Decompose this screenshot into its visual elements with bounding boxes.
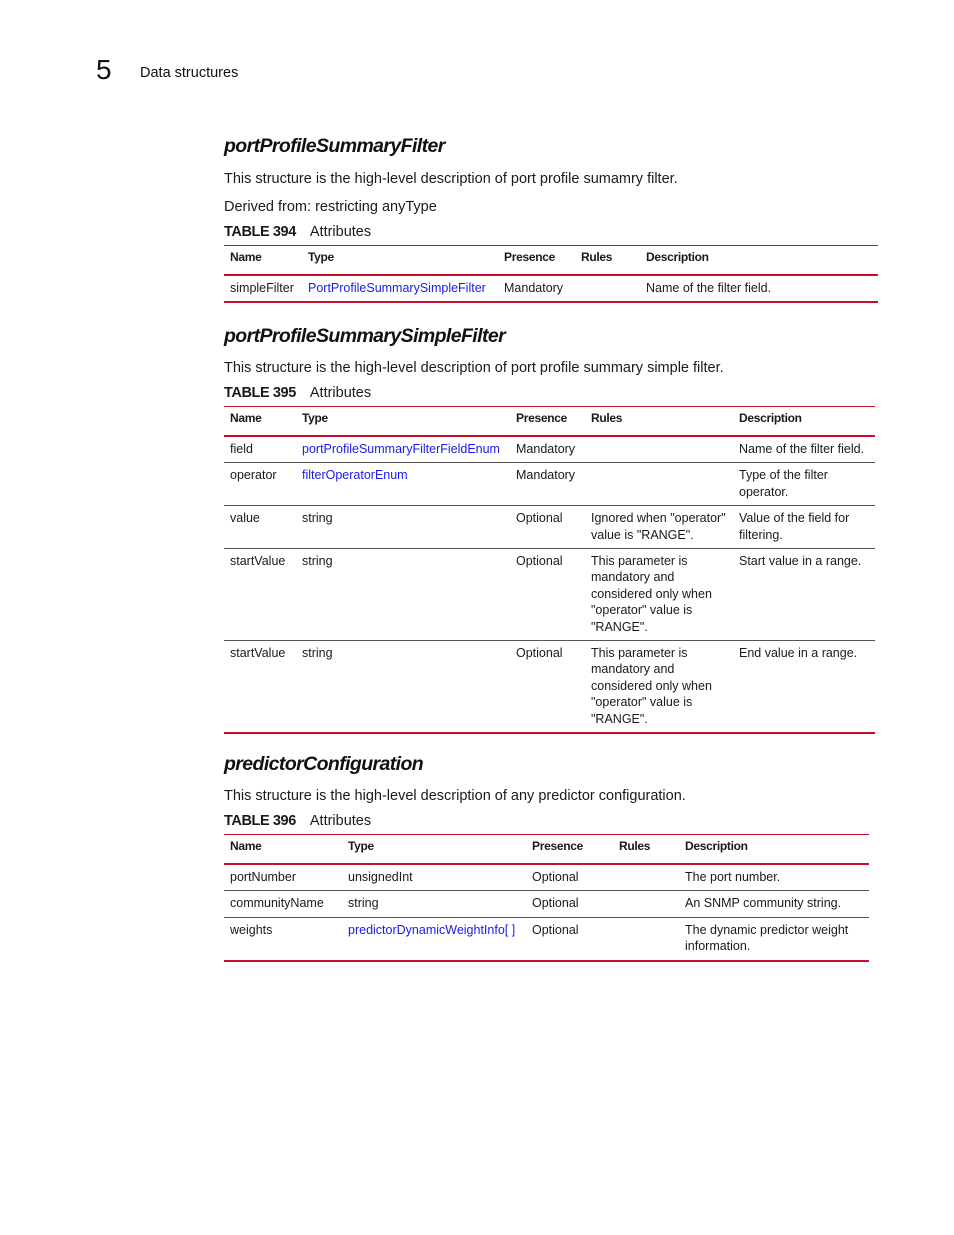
cell-type: string	[296, 549, 510, 641]
column-header-name: Name	[224, 835, 342, 865]
cell-name: operator	[224, 463, 296, 506]
type-link[interactable]: portProfileSummaryFilterFieldEnum	[296, 436, 510, 463]
cell-type: string	[342, 891, 526, 917]
column-header-presence: Presence	[526, 835, 613, 865]
table-caption-text: Attributes	[309, 224, 372, 240]
cell-presence: Optional	[510, 641, 585, 734]
attributes-table-396	[224, 834, 869, 962]
cell-rules: This parameter is mandatory and considered only when "operator" value is "RANGE".	[585, 549, 733, 641]
column-header-rules: Rules	[585, 407, 733, 437]
table-row	[224, 891, 869, 917]
cell-description: Value of the field for filtering.	[733, 506, 875, 549]
cell-presence: Optional	[526, 864, 613, 891]
table-row	[224, 463, 875, 506]
column-header-type: Type	[342, 835, 526, 865]
table-caption	[224, 222, 878, 242]
cell-description: Name of the filter field.	[640, 275, 878, 302]
cell-rules	[585, 436, 733, 463]
cell-rules	[613, 891, 679, 917]
column-header-type: Type	[296, 407, 510, 437]
table-row	[224, 917, 869, 960]
type-link[interactable]: filterOperatorEnum	[296, 463, 510, 506]
cell-description: End value in a range.	[733, 641, 875, 734]
column-header-rules: Rules	[575, 246, 640, 276]
cell-name: field	[224, 436, 296, 463]
cell-presence: Mandatory	[498, 275, 575, 302]
cell-description: The dynamic predictor weight information.	[679, 917, 869, 960]
cell-description: Type of the filter operator.	[733, 463, 875, 506]
section-title: predictorConfiguration	[224, 753, 424, 775]
column-header-presence: Presence	[510, 407, 585, 437]
type-link[interactable]: predictorDynamicWeightInfo[ ]	[342, 917, 526, 960]
cell-type: string	[296, 641, 510, 734]
attributes-table-394	[224, 245, 878, 303]
table-row	[224, 275, 878, 302]
section-description: This structure is the high-level description of port profile sumamry filter.	[224, 171, 678, 187]
table-caption-text: Attributes	[309, 385, 372, 401]
attributes-table-395	[224, 406, 875, 734]
table-row	[224, 864, 869, 891]
cell-rules	[575, 275, 640, 302]
cell-presence: Mandatory	[510, 463, 585, 506]
column-header-rules: Rules	[613, 835, 679, 865]
column-header-name: Name	[224, 407, 296, 437]
chapter-number: 5	[96, 54, 112, 85]
table-label: TABLE 396	[224, 813, 296, 829]
table-row	[224, 506, 875, 549]
cell-name: simpleFilter	[224, 275, 302, 302]
table-caption-text: Attributes	[309, 813, 372, 829]
cell-description: An SNMP community string.	[679, 891, 869, 917]
section-port-profile-summary-filter	[224, 133, 878, 303]
table-caption	[224, 811, 869, 831]
cell-name: value	[224, 506, 296, 549]
section-title: portProfileSummaryFilter	[224, 135, 445, 157]
column-header-description: Description	[640, 246, 878, 276]
cell-rules	[585, 463, 733, 506]
cell-presence: Optional	[526, 891, 613, 917]
table-caption	[224, 383, 875, 403]
cell-name: weights	[224, 917, 342, 960]
cell-rules	[613, 864, 679, 891]
type-link[interactable]: PortProfileSummarySimpleFilter	[302, 275, 498, 302]
cell-rules	[613, 917, 679, 960]
section-predictor-configuration	[224, 751, 869, 962]
table-row	[224, 641, 875, 734]
cell-description: Name of the filter field.	[733, 436, 875, 463]
cell-description: The port number.	[679, 864, 869, 891]
cell-name: portNumber	[224, 864, 342, 891]
table-row	[224, 549, 875, 641]
derived-label: Derived from:	[224, 199, 312, 215]
cell-name: startValue	[224, 549, 296, 641]
section-title: portProfileSummarySimpleFilter	[224, 325, 506, 347]
chapter-title: Data structures	[140, 65, 239, 81]
column-header-description: Description	[679, 835, 869, 865]
table-row	[224, 436, 875, 463]
cell-description: Start value in a range.	[733, 549, 875, 641]
cell-rules: Ignored when "operator" value is "RANGE".	[585, 506, 733, 549]
derived-value: restricting anyType	[315, 199, 437, 215]
derived-from	[224, 197, 878, 217]
column-header-description: Description	[733, 407, 875, 437]
cell-type: unsignedInt	[342, 864, 526, 891]
cell-type: string	[296, 506, 510, 549]
cell-presence: Mandatory	[510, 436, 585, 463]
section-description: This structure is the high-level description of port profile summary simple filter.	[224, 360, 724, 376]
cell-presence: Optional	[510, 506, 585, 549]
section-description: This structure is the high-level description of any predictor configuration.	[224, 788, 686, 804]
column-header-name: Name	[224, 246, 302, 276]
table-label: TABLE 395	[224, 385, 296, 401]
table-label: TABLE 394	[224, 224, 296, 240]
cell-presence: Optional	[510, 549, 585, 641]
cell-presence: Optional	[526, 917, 613, 960]
cell-rules: This parameter is mandatory and considered only when "operator" value is "RANGE".	[585, 641, 733, 734]
cell-name: communityName	[224, 891, 342, 917]
cell-name: startValue	[224, 641, 296, 734]
section-port-profile-summary-simple-filter	[224, 323, 875, 734]
column-header-type: Type	[302, 246, 498, 276]
column-header-presence: Presence	[498, 246, 575, 276]
